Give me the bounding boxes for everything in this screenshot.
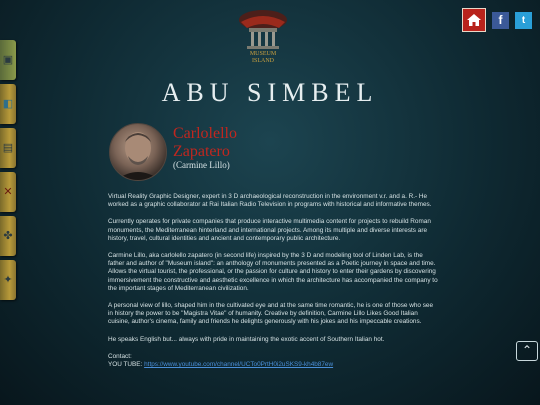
side-tab-1[interactable] <box>0 40 16 80</box>
bio-paragraph-2: Currently operates for private companies that produce interactive multimedia content for projects to rebuild Roman monuments, the Mediterranean hinterland and international projects. Among its multiple and diverse interests are history, travel, cultural identities and ancient and contemporary public architecture. <box>108 218 431 242</box>
tools-icon: ✕ <box>3 186 13 198</box>
cube-icon: ◧ <box>2 98 14 110</box>
side-tab-5[interactable] <box>0 216 16 256</box>
logo-line1: MUSEUM <box>249 51 277 57</box>
facebook-icon: f <box>498 12 503 27</box>
scroll-up-button[interactable] <box>516 341 538 361</box>
bio-paragraph-3: Carmine Lillo, aka carlolello zapatero (in second life) inspired by the 3 D and modeling tool of Linden Lab, is the father and author of "Museum island": an anthology of monuments presented as a Poetic journey in space and time. Allows the virtual tourist, the professional, or the passion for culture and history to enter their gardens by discovering immersivement the constructive and aesthetic excellence in which the architecture has accompanied the company to the important stages of Mediterranean civilization. <box>108 252 438 292</box>
page-title: ABU SIMBEL <box>161 78 379 107</box>
avatar <box>109 123 167 181</box>
logo-line2: ISLAND <box>252 58 274 64</box>
name-line1: Carlolello <box>173 125 237 142</box>
side-tab-4[interactable] <box>0 172 16 212</box>
museum-island-logo[interactable] <box>233 8 293 66</box>
youtube-label: YOU TUBE: <box>108 361 143 369</box>
name-line2: Zapatero <box>173 143 230 160</box>
contact-block <box>108 353 438 369</box>
scroll-up-icon: ⌃ <box>521 343 533 357</box>
facebook-button[interactable] <box>492 12 509 29</box>
top-icons <box>462 8 532 32</box>
home-icon <box>466 13 482 27</box>
side-tab-3[interactable] <box>0 128 16 168</box>
map-icon: ▤ <box>2 142 14 154</box>
portrait-image <box>110 124 166 180</box>
bio-text <box>108 193 438 369</box>
star-icon: ✦ <box>3 274 13 286</box>
twitter-button[interactable] <box>515 12 532 29</box>
bio-paragraph-1: Virtual Reality Graphic Designer, expert in 3 D archaeological reconstruction in the environment v.r. and a. R.- He worked as a graphic collaborator at Rai Italian Radio Television in programs with historical and informative themes. <box>108 193 432 209</box>
side-tab-6[interactable] <box>0 260 16 300</box>
home-button[interactable] <box>462 8 486 32</box>
bio-paragraph-5: He speaks English but... always with pride in maintaining the exotic accent of Southern Italian hot. <box>108 335 385 343</box>
youtube-link[interactable]: https://www.youtube.com/channel/UCTo0PrtH0i2uSKS9-kh4b87ew <box>144 361 334 369</box>
gear-icon: ✤ <box>3 230 13 242</box>
bio-paragraph-4: A personal view of lillo, shaped him in the cultivated eye and at the same time romantic, he is one of those who see in history the power to be "Magistra Vitae" of humanity. Creative by definition, Carmine Lillo Likes Good Italian cuisine, author's cinema, family and friends he delights generously with his jokes and his impeccable creations. <box>108 302 434 326</box>
twitter-icon: t <box>521 14 526 26</box>
contact-label: Contact: <box>108 352 132 360</box>
person-alias: (Carmine Lillo) <box>173 160 230 170</box>
tab-icon-1: ▣ <box>2 54 14 66</box>
person-name <box>173 125 237 161</box>
